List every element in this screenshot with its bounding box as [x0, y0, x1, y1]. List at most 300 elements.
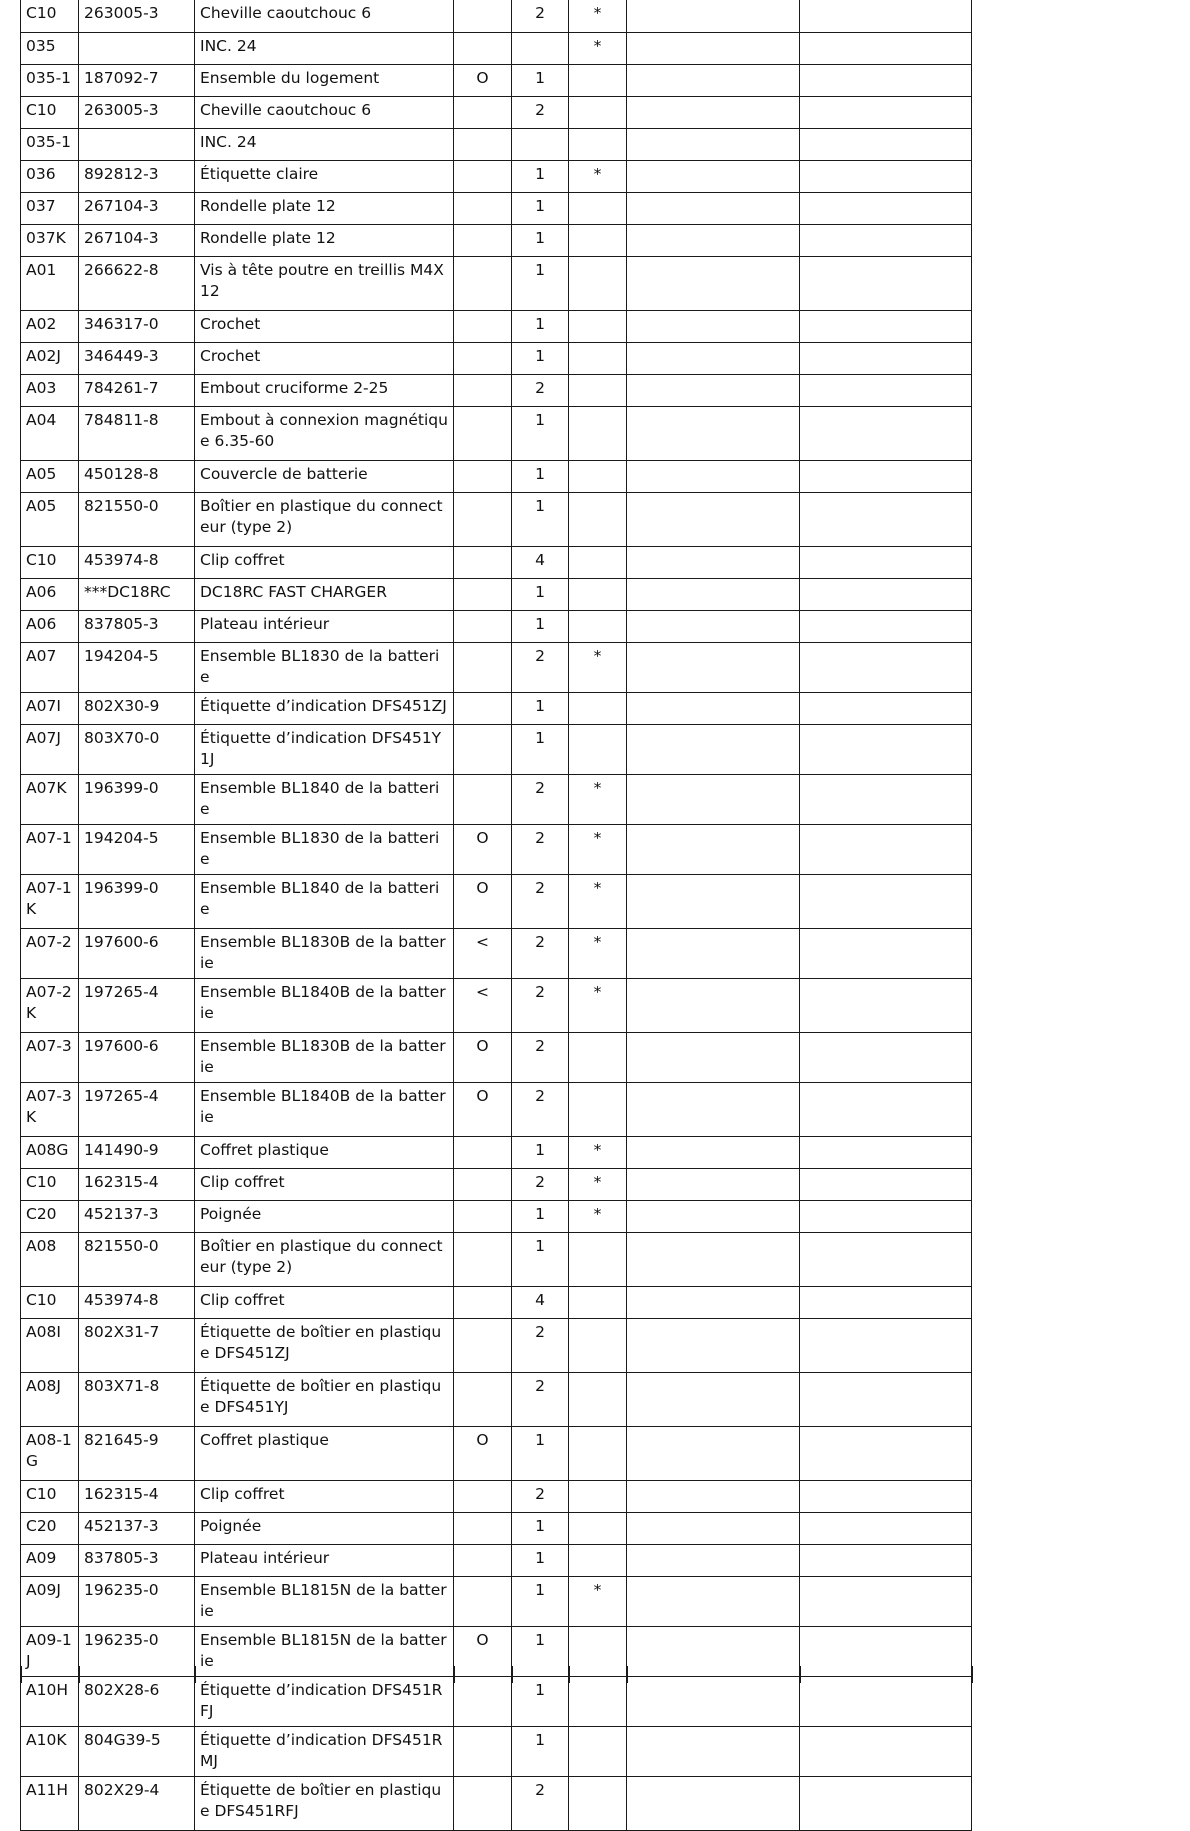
description-cell: Étiquette d’indication DFS451RFJ: [195, 1676, 454, 1726]
empty-cell: [800, 1676, 972, 1726]
note-cell: [569, 1480, 627, 1512]
note-cell: *: [569, 0, 627, 32]
empty-cell: [627, 32, 800, 64]
part-number-cell: 821550-0: [79, 1232, 195, 1286]
part-number-cell: 196399-0: [79, 774, 195, 824]
empty-cell: [800, 578, 972, 610]
quantity-cell: 1: [512, 1676, 569, 1726]
quantity-cell: 4: [512, 546, 569, 578]
item-number-cell: A10K: [21, 1726, 79, 1776]
quantity-cell: 1: [512, 460, 569, 492]
description-cell: Ensemble BL1815N de la batterie: [195, 1626, 454, 1676]
note-cell: [569, 692, 627, 724]
part-number-cell: 346317-0: [79, 310, 195, 342]
empty-cell: [627, 1168, 800, 1200]
marker-cell: [454, 1232, 512, 1286]
empty-cell: [800, 0, 972, 32]
item-number-cell: A08: [21, 1232, 79, 1286]
empty-cell: [627, 1480, 800, 1512]
empty-cell: [627, 824, 800, 874]
marker-cell: O: [454, 1626, 512, 1676]
empty-cell: [627, 406, 800, 460]
quantity-cell: 1: [512, 1426, 569, 1480]
empty-cell: [800, 928, 972, 978]
part-number-cell: 266622-8: [79, 256, 195, 310]
marker-cell: <: [454, 978, 512, 1032]
empty-cell: [800, 342, 972, 374]
marker-cell: [454, 342, 512, 374]
parts-table-body: [21, 0, 972, 1830]
description-cell: Ensemble BL1840 de la batterie: [195, 874, 454, 928]
table-row: [21, 310, 972, 342]
table-row: [21, 1626, 972, 1676]
item-number-cell: A09J: [21, 1576, 79, 1626]
quantity-cell: 2: [512, 1480, 569, 1512]
empty-cell: [627, 1776, 800, 1830]
quantity-cell: 1: [512, 1726, 569, 1776]
quantity-cell: 1: [512, 492, 569, 546]
table-row: [21, 1576, 972, 1626]
description-cell: Plateau intérieur: [195, 610, 454, 642]
item-number-cell: C10: [21, 1168, 79, 1200]
note-cell: [569, 1626, 627, 1676]
item-number-cell: 037: [21, 192, 79, 224]
note-cell: [569, 1426, 627, 1480]
description-cell: Poignée: [195, 1512, 454, 1544]
table-continuation-line: [626, 1666, 628, 1683]
part-number-cell: ***DC18RC: [79, 578, 195, 610]
table-row: [21, 774, 972, 824]
table-continuation-line: [78, 1666, 80, 1683]
note-cell: *: [569, 978, 627, 1032]
note-cell: [569, 724, 627, 774]
part-number-cell: 452137-3: [79, 1200, 195, 1232]
description-cell: Vis à tête poutre en treillis M4X12: [195, 256, 454, 310]
item-number-cell: A07I: [21, 692, 79, 724]
empty-cell: [800, 978, 972, 1032]
note-cell: *: [569, 1200, 627, 1232]
empty-cell: [627, 1082, 800, 1136]
empty-cell: [627, 1626, 800, 1676]
description-cell: Crochet: [195, 310, 454, 342]
item-number-cell: 036: [21, 160, 79, 192]
item-number-cell: A08G: [21, 1136, 79, 1168]
item-number-cell: C10: [21, 546, 79, 578]
note-cell: [569, 1082, 627, 1136]
description-cell: Ensemble BL1815N de la batterie: [195, 1576, 454, 1626]
description-cell: Coffret plastique: [195, 1136, 454, 1168]
empty-cell: [627, 64, 800, 96]
item-number-cell: A08I: [21, 1318, 79, 1372]
empty-cell: [627, 192, 800, 224]
empty-cell: [627, 492, 800, 546]
note-cell: [569, 374, 627, 406]
description-cell: Clip coffret: [195, 1168, 454, 1200]
item-number-cell: A02: [21, 310, 79, 342]
quantity-cell: 1: [512, 578, 569, 610]
marker-cell: <: [454, 928, 512, 978]
quantity-cell: 1: [512, 1136, 569, 1168]
item-number-cell: A03: [21, 374, 79, 406]
part-number-cell: 196399-0: [79, 874, 195, 928]
empty-cell: [800, 96, 972, 128]
empty-cell: [627, 1136, 800, 1168]
empty-cell: [800, 1512, 972, 1544]
description-cell: Coffret plastique: [195, 1426, 454, 1480]
description-cell: Étiquette claire: [195, 160, 454, 192]
marker-cell: [454, 1726, 512, 1776]
marker-cell: [454, 1480, 512, 1512]
quantity-cell: [512, 32, 569, 64]
marker-cell: [454, 1512, 512, 1544]
table-row: [21, 406, 972, 460]
table-row: [21, 460, 972, 492]
marker-cell: [454, 492, 512, 546]
quantity-cell: 2: [512, 978, 569, 1032]
quantity-cell: 1: [512, 342, 569, 374]
empty-cell: [800, 64, 972, 96]
table-row: [21, 610, 972, 642]
quantity-cell: 1: [512, 1576, 569, 1626]
description-cell: Clip coffret: [195, 546, 454, 578]
table-row: [21, 978, 972, 1032]
note-cell: [569, 1726, 627, 1776]
part-number-cell: 162315-4: [79, 1480, 195, 1512]
empty-cell: [800, 128, 972, 160]
note-cell: *: [569, 1168, 627, 1200]
part-number-cell: 802X28-6: [79, 1676, 195, 1726]
empty-cell: [800, 1776, 972, 1830]
table-row: [21, 824, 972, 874]
part-number-cell: 263005-3: [79, 96, 195, 128]
table-row: [21, 342, 972, 374]
note-cell: [569, 96, 627, 128]
description-cell: Boîtier en plastique du connecteur (type 2): [195, 492, 454, 546]
note-cell: [569, 192, 627, 224]
part-number-cell: 784261-7: [79, 374, 195, 406]
description-cell: Ensemble BL1830B de la batterie: [195, 928, 454, 978]
empty-cell: [627, 310, 800, 342]
quantity-cell: 2: [512, 1032, 569, 1082]
quantity-cell: 1: [512, 64, 569, 96]
table-row: [21, 492, 972, 546]
part-number-cell: 803X71-8: [79, 1372, 195, 1426]
table-row: [21, 692, 972, 724]
table-row: [21, 224, 972, 256]
empty-cell: [800, 1318, 972, 1372]
part-number-cell: 196235-0: [79, 1576, 195, 1626]
description-cell: Cheville caoutchouc 6: [195, 96, 454, 128]
note-cell: [569, 578, 627, 610]
quantity-cell: 1: [512, 724, 569, 774]
part-number-cell: 821550-0: [79, 492, 195, 546]
item-number-cell: 035-1: [21, 64, 79, 96]
marker-cell: [454, 310, 512, 342]
marker-cell: [454, 96, 512, 128]
marker-cell: [454, 546, 512, 578]
note-cell: [569, 1286, 627, 1318]
description-cell: Ensemble BL1840B de la batterie: [195, 1082, 454, 1136]
empty-cell: [627, 578, 800, 610]
empty-cell: [800, 724, 972, 774]
part-number-cell: 267104-3: [79, 192, 195, 224]
empty-cell: [800, 374, 972, 406]
item-number-cell: C10: [21, 1286, 79, 1318]
item-number-cell: A07-3: [21, 1032, 79, 1082]
marker-cell: [454, 1286, 512, 1318]
table-row: [21, 546, 972, 578]
note-cell: [569, 492, 627, 546]
empty-cell: [627, 160, 800, 192]
table-row: [21, 128, 972, 160]
item-number-cell: A07-3K: [21, 1082, 79, 1136]
quantity-cell: 1: [512, 1544, 569, 1576]
empty-cell: [800, 1544, 972, 1576]
quantity-cell: 1: [512, 1232, 569, 1286]
description-cell: Clip coffret: [195, 1480, 454, 1512]
empty-cell: [800, 1136, 972, 1168]
table-continuation-line: [799, 1666, 801, 1683]
table-row: [21, 874, 972, 928]
part-number-cell: 450128-8: [79, 460, 195, 492]
description-cell: Embout cruciforme 2-25: [195, 374, 454, 406]
item-number-cell: A09-1J: [21, 1626, 79, 1676]
part-number-cell: 194204-5: [79, 824, 195, 874]
marker-cell: [454, 1544, 512, 1576]
empty-cell: [800, 224, 972, 256]
item-number-cell: C20: [21, 1200, 79, 1232]
note-cell: [569, 1032, 627, 1082]
empty-cell: [800, 774, 972, 824]
table-row: [21, 1168, 972, 1200]
quantity-cell: 1: [512, 692, 569, 724]
empty-cell: [800, 1426, 972, 1480]
note-cell: *: [569, 642, 627, 692]
item-number-cell: C20: [21, 1512, 79, 1544]
item-number-cell: A07-1: [21, 824, 79, 874]
item-number-cell: 035-1: [21, 128, 79, 160]
description-cell: Couvercle de batterie: [195, 460, 454, 492]
marker-cell: [454, 406, 512, 460]
quantity-cell: 1: [512, 160, 569, 192]
part-number-cell: 346449-3: [79, 342, 195, 374]
empty-cell: [800, 642, 972, 692]
part-number-cell: 784811-8: [79, 406, 195, 460]
item-number-cell: C10: [21, 1480, 79, 1512]
table-row: [21, 1676, 972, 1726]
part-number-cell: 267104-3: [79, 224, 195, 256]
description-cell: Plateau intérieur: [195, 1544, 454, 1576]
quantity-cell: 2: [512, 1168, 569, 1200]
marker-cell: O: [454, 874, 512, 928]
quantity-cell: 2: [512, 1318, 569, 1372]
description-cell: Étiquette de boîtier en plastique DFS451YJ: [195, 1372, 454, 1426]
note-cell: *: [569, 928, 627, 978]
description-cell: INC. 24: [195, 128, 454, 160]
quantity-cell: 1: [512, 224, 569, 256]
table-continuation-line: [194, 1666, 196, 1683]
note-cell: [569, 610, 627, 642]
marker-cell: O: [454, 1426, 512, 1480]
table-continuation-line: [568, 1666, 570, 1683]
quantity-cell: 1: [512, 1512, 569, 1544]
item-number-cell: A07K: [21, 774, 79, 824]
empty-cell: [627, 692, 800, 724]
parts-table: [20, 0, 972, 1831]
part-number-cell: 892812-3: [79, 160, 195, 192]
quantity-cell: 2: [512, 1082, 569, 1136]
note-cell: [569, 1676, 627, 1726]
table-row: [21, 256, 972, 310]
item-number-cell: A08-1G: [21, 1426, 79, 1480]
empty-cell: [627, 1576, 800, 1626]
empty-cell: [800, 1576, 972, 1626]
quantity-cell: 1: [512, 1200, 569, 1232]
quantity-cell: 2: [512, 96, 569, 128]
empty-cell: [627, 1726, 800, 1776]
description-cell: Boîtier en plastique du connecteur (type 2): [195, 1232, 454, 1286]
table-row: [21, 928, 972, 978]
empty-cell: [800, 692, 972, 724]
description-cell: Étiquette d’indication DFS451Y1J: [195, 724, 454, 774]
empty-cell: [627, 224, 800, 256]
empty-cell: [627, 724, 800, 774]
description-cell: Poignée: [195, 1200, 454, 1232]
item-number-cell: A05: [21, 492, 79, 546]
table-continuation-line: [453, 1666, 455, 1683]
description-cell: Clip coffret: [195, 1286, 454, 1318]
item-number-cell: A10H: [21, 1676, 79, 1726]
table-row: [21, 1286, 972, 1318]
part-number-cell: 802X30-9: [79, 692, 195, 724]
quantity-cell: 2: [512, 1372, 569, 1426]
marker-cell: [454, 374, 512, 406]
item-number-cell: 035: [21, 32, 79, 64]
table-row: [21, 1726, 972, 1776]
note-cell: *: [569, 32, 627, 64]
table-row: [21, 1200, 972, 1232]
part-number-cell: 196235-0: [79, 1626, 195, 1676]
description-cell: Étiquette de boîtier en plastique DFS451RFJ: [195, 1776, 454, 1830]
empty-cell: [627, 1372, 800, 1426]
empty-cell: [800, 1082, 972, 1136]
marker-cell: [454, 1776, 512, 1830]
item-number-cell: A07-2K: [21, 978, 79, 1032]
item-number-cell: A06: [21, 610, 79, 642]
note-cell: [569, 1544, 627, 1576]
part-number-cell: 837805-3: [79, 1544, 195, 1576]
description-cell: Ensemble BL1840 de la batterie: [195, 774, 454, 824]
empty-cell: [800, 32, 972, 64]
marker-cell: [454, 460, 512, 492]
table-row: [21, 1318, 972, 1372]
empty-cell: [800, 874, 972, 928]
note-cell: [569, 546, 627, 578]
item-number-cell: A01: [21, 256, 79, 310]
part-number-cell: 197265-4: [79, 978, 195, 1032]
empty-cell: [800, 1626, 972, 1676]
empty-cell: [800, 1232, 972, 1286]
marker-cell: [454, 692, 512, 724]
table-continuation-line: [20, 1666, 22, 1683]
description-cell: Ensemble BL1830B de la batterie: [195, 1032, 454, 1082]
marker-cell: [454, 1676, 512, 1726]
marker-cell: [454, 610, 512, 642]
note-cell: [569, 1372, 627, 1426]
empty-cell: [800, 1726, 972, 1776]
table-row: [21, 1426, 972, 1480]
description-cell: Crochet: [195, 342, 454, 374]
marker-cell: O: [454, 824, 512, 874]
item-number-cell: A07-2: [21, 928, 79, 978]
empty-cell: [627, 1318, 800, 1372]
empty-cell: [800, 492, 972, 546]
part-number-cell: 263005-3: [79, 0, 195, 32]
item-number-cell: A11H: [21, 1776, 79, 1830]
empty-cell: [627, 546, 800, 578]
note-cell: *: [569, 774, 627, 824]
marker-cell: [454, 1200, 512, 1232]
empty-cell: [800, 546, 972, 578]
table-row: [21, 160, 972, 192]
note-cell: [569, 310, 627, 342]
marker-cell: [454, 32, 512, 64]
empty-cell: [627, 1232, 800, 1286]
table-continuation-line: [971, 1666, 973, 1683]
marker-cell: [454, 1136, 512, 1168]
marker-cell: [454, 578, 512, 610]
empty-cell: [627, 1544, 800, 1576]
quantity-cell: 2: [512, 374, 569, 406]
note-cell: [569, 1232, 627, 1286]
quantity-cell: [512, 128, 569, 160]
note-cell: *: [569, 1576, 627, 1626]
empty-cell: [800, 310, 972, 342]
marker-cell: [454, 128, 512, 160]
empty-cell: [627, 1286, 800, 1318]
marker-cell: [454, 724, 512, 774]
item-number-cell: A05: [21, 460, 79, 492]
empty-cell: [800, 406, 972, 460]
description-cell: DC18RC FAST CHARGER: [195, 578, 454, 610]
table-row: [21, 1512, 972, 1544]
part-number-cell: 197600-6: [79, 1032, 195, 1082]
table-row: [21, 724, 972, 774]
item-number-cell: A08J: [21, 1372, 79, 1426]
quantity-cell: 4: [512, 1286, 569, 1318]
item-number-cell: A06: [21, 578, 79, 610]
empty-cell: [627, 1200, 800, 1232]
table-row: [21, 1480, 972, 1512]
empty-cell: [627, 1512, 800, 1544]
note-cell: [569, 256, 627, 310]
part-number-cell: 821645-9: [79, 1426, 195, 1480]
quantity-cell: 2: [512, 874, 569, 928]
part-number-cell: 804G39-5: [79, 1726, 195, 1776]
table-row: [21, 32, 972, 64]
marker-cell: O: [454, 1082, 512, 1136]
quantity-cell: 2: [512, 642, 569, 692]
part-number-cell: 803X70-0: [79, 724, 195, 774]
note-cell: *: [569, 824, 627, 874]
quantity-cell: 1: [512, 192, 569, 224]
marker-cell: [454, 1168, 512, 1200]
description-cell: Rondelle plate 12: [195, 192, 454, 224]
marker-cell: [454, 1576, 512, 1626]
part-number-cell: 802X29-4: [79, 1776, 195, 1830]
empty-cell: [627, 874, 800, 928]
empty-cell: [627, 0, 800, 32]
